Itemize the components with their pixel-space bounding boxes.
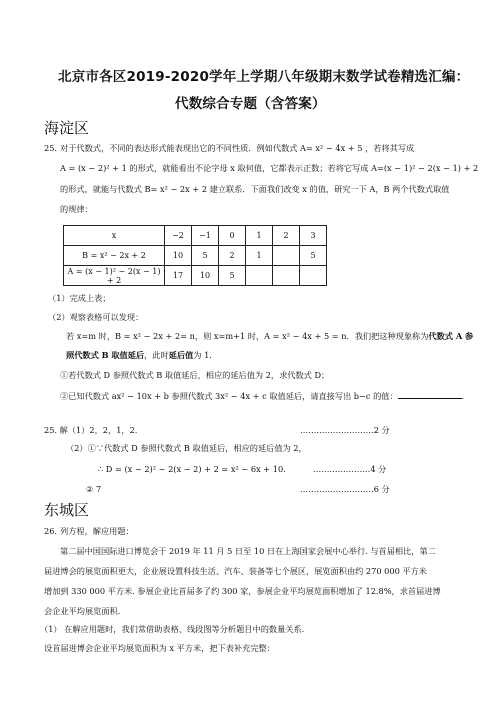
question-text-line: A = (x − 2)² + 1 的形式，就能看出不论字母 x 取何值，它都表示正数；若将它写成 A=(x − 1)² − 2(x − 1) + 2 <box>60 163 479 173</box>
table-cell: 17 <box>165 266 192 286</box>
table-header-cell: −1 <box>192 226 219 246</box>
answer-line: ② 7 <box>86 484 102 494</box>
answer-points: ………………………6 分 <box>300 484 390 494</box>
table-cell: 10 <box>192 266 219 286</box>
table-header-cell: 1 <box>246 226 273 246</box>
question-text-line: 的规律： <box>60 204 93 214</box>
answer-points: ………………………2 分 <box>300 425 390 435</box>
question-text-line: 届进博会的展览面积更大，企业展设置科技生活、汽车、装备等七个展区，展览面积由约 270 000 平方米 <box>44 566 427 576</box>
definition-text: ，此时 <box>144 350 169 360</box>
table-cell: 10 <box>165 246 192 266</box>
question-number: 26. <box>44 526 58 536</box>
table-cell: 5 <box>192 246 219 266</box>
table-header-row <box>64 226 327 246</box>
table-header-cell: 2 <box>273 226 300 246</box>
table-row <box>64 246 327 266</box>
table-cell: 1 <box>246 246 273 266</box>
answer-line: ∴ D = (x − 2)² − 2(x − 2) + 2 = x² − 6x + 10． <box>98 464 292 474</box>
sub-question: （1）完成上表； <box>48 293 111 303</box>
sub-question: ①若代数式 D 参照代数式 B 取值延后，相应的延后值为 2，求代数式 D； <box>60 370 330 380</box>
question-intro: 列方程，解应用题： <box>60 526 134 536</box>
question-text-line: 第二届中国国际进口博览会于 2019 年 11 月 5 日至 10 日在上海国家会展中心举行. 与首届相比，第二 <box>60 546 436 556</box>
answer-line: （2）①∵代数式 D 参照代数式 B 取值延后，相应的延后值为 2， <box>66 443 307 453</box>
section-heading-haidian: 海淀区 <box>44 119 90 137</box>
row-label-b: B = x² − 2x + 2 <box>64 246 165 266</box>
table-row <box>64 266 327 286</box>
table-cell: 5 <box>300 246 327 266</box>
answer-blank <box>398 390 462 399</box>
question-text-line: 增加到 330 000 平方米. 参展企业比首届多了约 300 家，参展企业平均展览面积增加了 12.8%，求首届进博 <box>44 586 441 596</box>
sub-question-end: . <box>461 391 465 401</box>
section-heading-dongcheng: 东城区 <box>44 501 90 519</box>
question-text-line <box>66 350 217 361</box>
table-cell-blank <box>246 266 273 286</box>
sub-question: （1） 在解应用题时，我们常借助表格、线段图等分析题目中的数量关系. <box>40 624 305 634</box>
value-table <box>63 225 327 286</box>
table-cell: 2 <box>219 246 246 266</box>
table-cell-blank <box>273 266 300 286</box>
question-text-line: 会企业平均展览面积. <box>44 606 121 616</box>
sub-question: 设首届进博会企业平均展览面积为 x 平方米，把下表补充完整： <box>44 643 275 653</box>
definition-text: 为 1． <box>193 350 218 360</box>
table-header-cell: −2 <box>165 226 192 246</box>
page-subtitle: 代数综合专题（含答案） <box>175 96 326 112</box>
definition-term: 延后值 <box>168 350 194 360</box>
definition-term: 照代数式 B 取值延后 <box>66 350 145 360</box>
question-text-line: 对于代数式，不同的表达形式能表现出它的不同性质．例如代数式 A= x² − 4x + 5 ，若将其写成 <box>60 143 415 153</box>
table-cell: 5 <box>219 266 246 286</box>
definition-text: 若 x=m 时，B = x² − 2x + 2= n，则 x=m+1 时，A = x² − 4x + 5 = n．我们把这种现象称为 <box>66 331 429 341</box>
question-number: 25. <box>44 143 58 153</box>
table-header-cell: 3 <box>300 226 327 246</box>
table-cell-blank <box>300 266 327 286</box>
sub-question <box>60 390 464 402</box>
question-text-line <box>66 331 473 342</box>
table-header-cell: x <box>64 226 165 246</box>
question-text-line: 的形式，就能与代数式 B= x² − 2x + 2 建立联系．下面我们改变 x 的值，研究一下 A，B 两个代数式取值 <box>60 184 450 194</box>
definition-term: 代数式 A 参 <box>428 331 474 341</box>
table-header-cell: 0 <box>219 226 246 246</box>
answer-line: 25. 解（1）2，2，1，2. <box>44 425 138 435</box>
page-title: 北京市各区2019-2020学年上学期八年级期末数学试卷精选汇编： <box>58 69 470 85</box>
sub-question: （2）观察表格可以发现： <box>48 312 144 322</box>
answer-points: …………………4 分 <box>313 464 387 474</box>
table-cell-blank <box>273 246 300 266</box>
row-label-a: A = (x − 1)² − 2(x − 1) + 2 <box>64 266 165 286</box>
sub-question-text: ②已知代数式 ax² − 10x + b 参照代数式 3x² − 4x + c 取值延后，请直接写出 b−c 的值： <box>60 391 398 401</box>
